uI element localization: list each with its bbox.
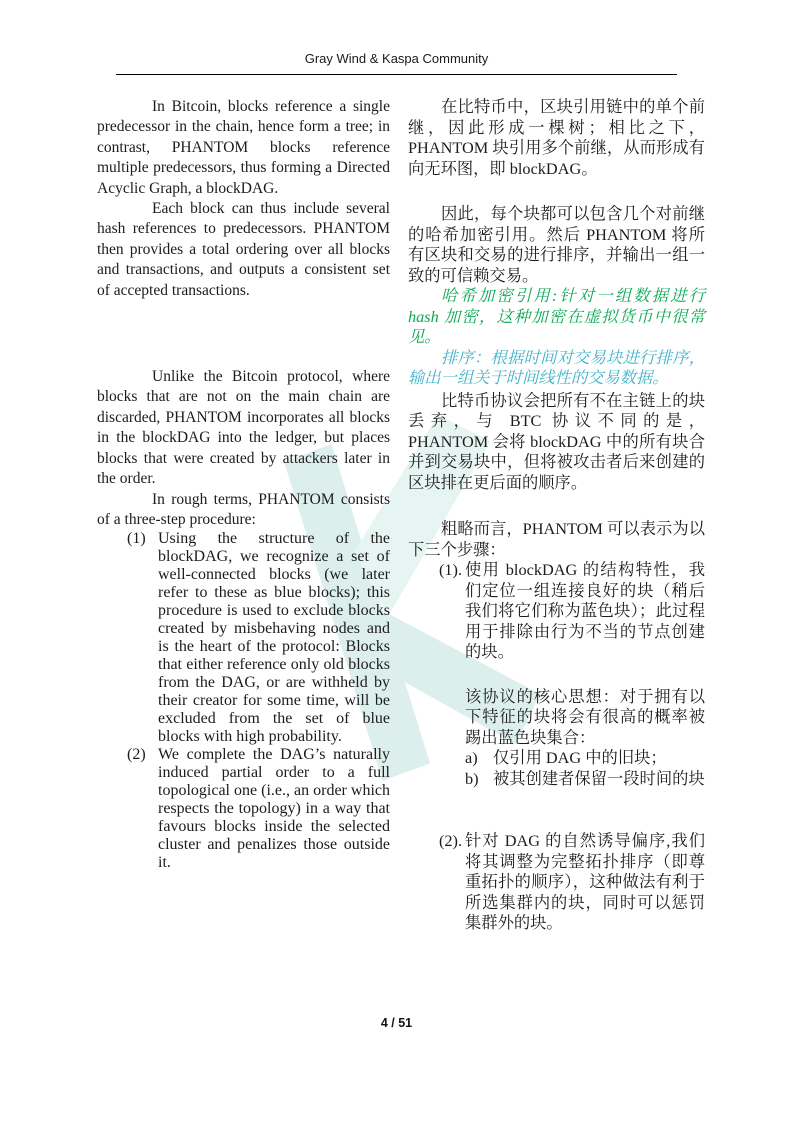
list-marker: b) [465, 768, 479, 788]
list-item-zh-step1 [408, 560, 705, 663]
note-order-definition: 排序：根据时间对交易块进行排序，输出一组关于时间线性的交易数据。 [408, 347, 705, 387]
paragraph-en-hash-references: Each block can thus include several hash references to predecessors. PHANTOM then provides a total ordering over all blocks and transactions, and outputs a consistent set of accepted transactions. [97, 200, 390, 299]
paragraph-zh-hash-references: 因此，每个块都可以包含几个对前继的哈希加密引用。然后 PHANTOM 将所有区块和交易的进行排序，并输出一组一致的可信赖交易。 [408, 204, 705, 285]
paragraph-zh-three-step-intro: 粗略而言，PHANTOM 可以表示为以下三个步骤： [408, 519, 705, 559]
list-marker: (1) [127, 530, 146, 548]
list-item-zh-step2 [408, 831, 705, 934]
paragraph-zh-unlike-bitcoin: 比特币协议会把所有不在主链上的块丢弃，与 BTC 协议不同的是，PHANTOM 会将 blockDAG 中的所有块合并到交易块中，但将被攻击者后来创建的区块排在更后面的顺序。 [408, 390, 705, 492]
paragraph-en-unlike-bitcoin: Unlike the Bitcoin protocol, where blocks that are not on the main chain are discarded, PHANTOM incorporates all blocks in the blockDAG into the ledger, but places blocks that were created by attackers later in the order. [97, 368, 390, 488]
list-marker: (2) [127, 746, 146, 764]
list-item-text: 针对 DAG 的自然诱导偏序,我们将其调整为完整拓扑排序（即尊重拓扑的顺序），这种做法有利于所选集群内的块，同时可以惩罚集群外的块。 [465, 831, 705, 932]
sub-item-a [408, 748, 705, 769]
header-divider [116, 74, 677, 75]
page-footer [0, 1016, 793, 1030]
list-item-text: We complete the DAG’s naturally induced partial order to a full topological one (i.e., an order which respects the topology) in a way that favours blocks inside the selected cluster and penalizes those outside it. [158, 746, 390, 872]
paragraph-en-bitcoin-tree: In Bitcoin, blocks reference a single predecessor in the chain, hence form a tree; in contrast, PHANTOM blocks reference multiple predecessors, thus forming a Directed Acyclic Graph, a blockDAG. [97, 98, 390, 197]
core-idea-paragraph: 该协议的核心思想：对于拥有以下特征的块将会有很高的概率被踢出蓝色块集合： [465, 686, 705, 747]
list-item-en-step2 [97, 746, 390, 872]
list-item-text: 使用 blockDAG 的结构特性，我们定位一组连接良好的块（稍后我们将它们称为蓝色块）；此过程用于排除由行为不当的节点创建的块。 [465, 560, 705, 661]
header-community-title: Gray Wind & Kaspa Community [304, 51, 489, 66]
chinese-column [408, 97, 705, 934]
list-marker: (1). [439, 560, 463, 579]
page-number: 4 / 51 [380, 1016, 413, 1030]
list-item-text: 仅引用 DAG 中的旧块； [493, 748, 667, 767]
sub-item-b [408, 769, 705, 790]
list-item-text: 被其创建者保留一段时间的块 [493, 768, 705, 788]
list-item-en-step1 [97, 530, 390, 746]
paragraph-zh-bitcoin-tree: 在比特币中，区块引用链中的单个前继，因此形成一棵树；相比之下，PHANTOM 块引用多个前继，从而形成有向无环图，即 blockDAG。 [408, 97, 705, 178]
list-item-text: Using the structure of the blockDAG, we recognize a set of well-connected blocks (we later refer to these as blue blocks); this procedure is used to exclude blocks created by misbehaving nodes and is the heart of the protocol: Blocks that either reference only old blocks from the DAG, or are withheld by their creator for some time, will be excluded from the set of blue blocks with high probability. [158, 530, 390, 746]
note-hash-definition: 哈希加密引用:针对一组数据进行 hash 加密，这种加密在虚拟货币中很常见。 [408, 286, 705, 346]
english-column [97, 97, 390, 872]
list-marker: (2). [439, 831, 463, 850]
list-marker: a) [465, 748, 478, 767]
paragraph-en-three-step-intro: In rough terms, PHANTOM consists of a three-step procedure: [97, 490, 390, 528]
